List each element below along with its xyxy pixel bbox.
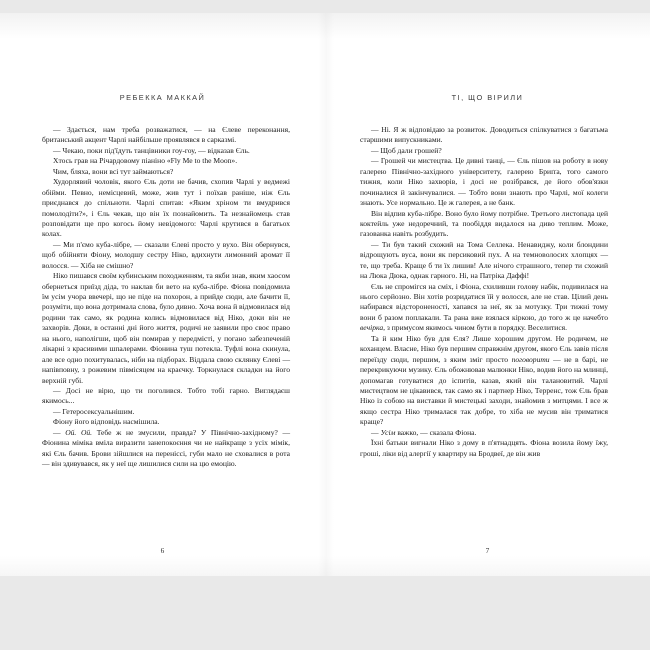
paragraph: — Ой. Ой. Тебе ж не змусили, правда? У Північно-західному? — Фіонина міміка вміла виразити занепокоєння чи не найкраще з усіх мімік, які Єль бачив. Брови зійшлися на переніссі, губи мало не сховалися в рота — він здивувався, як у неї ще лишилися сили на цю емоцію. <box>42 427 291 468</box>
paragraph: Худорлявий чоловік, якого Єль доти не бачив, схопив Чарлі у ведмежі обійми. Певно, немісцевий, може, жив тут і поїхав раніше, ніж Єль приєднався до спільноти. Чарлі спитав: «Яким хріном ти вмудрився помолодіти?», і Єль чекав, що він їх познайомить. Та незнайомець став розповідати ще про когось йому невідомого: Чарлі крутився в багатьох колах. <box>42 177 290 239</box>
left-page <box>0 13 325 576</box>
right-page <box>325 13 650 576</box>
paragraph: — Щоб дали грошей? <box>371 145 442 155</box>
paragraph: Чим, бляха, вони всі тут займаються? <box>53 166 174 176</box>
paragraph: — Ні. Я ж відповідаю за розвиток. Доводиться спілкуватися з багатьма старшими випускниками. <box>360 125 608 145</box>
right-page-running-head: ТІ, ЩО ВІРИЛИ <box>451 93 524 102</box>
right-page-textblock <box>360 125 608 459</box>
right-page-number: 7 <box>485 546 490 555</box>
paragraph: — Здається, нам треба розважатися, — на Єлеве переконання, британський акцент Чарлі найбільше проявлявся в сарказмі. <box>42 125 290 145</box>
paragraph: — Чекаю, поки під'їдуть танцівники гоу-гоу, — відказав Єль. <box>53 145 250 155</box>
paragraph: Та й ким Ніко був для Єля? Лише хорошим другом. Не родичем, не коханцем. Власне, Ніко був першим справжнім другом, якого Єль завів після переїзду сюди, першим, з яким зміг просто поговорити — не в барі, не перекрикуючи музику. Єль обожнював малюнки Ніко, водив його на млинці, допомагав готуватися до іспитів, казав, який він талановитий. Чарлі мистецтвом не цікавився, так само як і партнер Ніко, Терренс, тож Єль брав Ніко із собою на виставки й мистецькі заходи, знайомив з митцями. І все ж якщо сестра Ніко трималася так добре, то хіба не мусив він триматися краще? <box>360 333 608 427</box>
left-page-number: 6 <box>160 546 165 555</box>
left-page-running-head: РЕБЕККА МАККАЙ <box>119 93 206 102</box>
left-page-textblock <box>42 125 290 469</box>
paragraph: — Досі не вірю, що ти поголився. Тобто тобі гарно. Виглядаєш якимось... <box>42 385 290 406</box>
paragraph: — Гетеросексуальнішим. <box>53 406 135 416</box>
paragraph: Він відпив куба-лібре. Воно було йому потрібне. Третього листопада цей коктейль уже недоречний, та пообіддя видалося на диво теплим. Може, газованка навіть розбудить. <box>360 208 608 239</box>
paragraph: Єль не спромігся на сміх, і Фіона, схиливши голову набік, подивилася на нього серйозно. Він хотів розридатися їй у волосся, але не став. Цілий день набирався відстороненості, хапався за неї, як за мотузку. Три тижні тому вони б разом поплакали. Та рана вже взялася кіркою, до того ж це начебто вечірка, з примусом якимось чином бути в порядку. Веселитися. <box>360 281 608 333</box>
paragraph: Хтось грав на Річардовому піаніно «Fly Me to the Moon». <box>53 156 238 166</box>
paragraph: — Грошей чи мистецтва. Це дивні танці, — Єль пішов на роботу в нову галерею Північно-західного університету, галерею Бриґґа, того самого тижня, коли Ніко захворів, і досі не розібрався, де його обов'язки починалися й закінчувалися. — Тобто вони знають про Чарлі, мої колеги знають. Усе нормально. Це ж галерея, а не банк. <box>360 156 608 208</box>
paragraph: — Ми п'ємо куба-лібре, — сказали Єлеві просто у вухо. Він обернувся, щоб обійняти Фіону, молодшу сестру Ніко, вдихнути лимонний аромат її волосся. — Хіба не смішно? <box>42 239 290 270</box>
paragraph: Фіону його відповідь насмішила. <box>53 417 160 427</box>
paragraph: Їхні батьки вигнали Ніко з дому в п'ятнадцять. Фіона возила йому їжу, гроші, ліки від алергії у квартиру на Бродвеї, де він жив <box>360 438 608 458</box>
paragraph: — Усім важко, — сказала Фіона. <box>371 427 477 437</box>
paragraph: Ніко пишався своїм кубинським походженням, та якби знав, яким хаосом обернеться приїзд діда, то наклав би вето на куба-лібре. Фіона повідомила їм усім учора ввечері, що не піде на похорон, а прийде сюди, але бачити її, розуміти, що вона дотримала слова, було дивно. Хоча вона й відмовилася від родини так само, як родина колись відмовилася від Ніко, доки він не захворів. Доки, в останні дні його життя, родичі не заявили про своє право на нього, наполігши, щоб він помирав у передмісті, у погано забезпеченій лікарні з красивими шпалерами. Фіонина туш потекла. Туфлі вона скинула, але все одно похитувалась, ніби на підборах. Віддала свою склянку Єлеві — напівповну, з рожевим півмісяцем на краєчку. Торкнулася складки на його верхній губі. <box>42 271 290 385</box>
paragraph: — Ти був такий схожий на Тома Селлека. Ненавиджу, коли блондини відрощують вуса, вони як персиковий пух. А на темноволосих хлопцях — те, що треба. Краще б ти їх лишив! Але нічого страшного, тепер ти схожий на Люка Дюка, однак гарного. Ні, на Патріка Даффі! <box>360 239 608 281</box>
